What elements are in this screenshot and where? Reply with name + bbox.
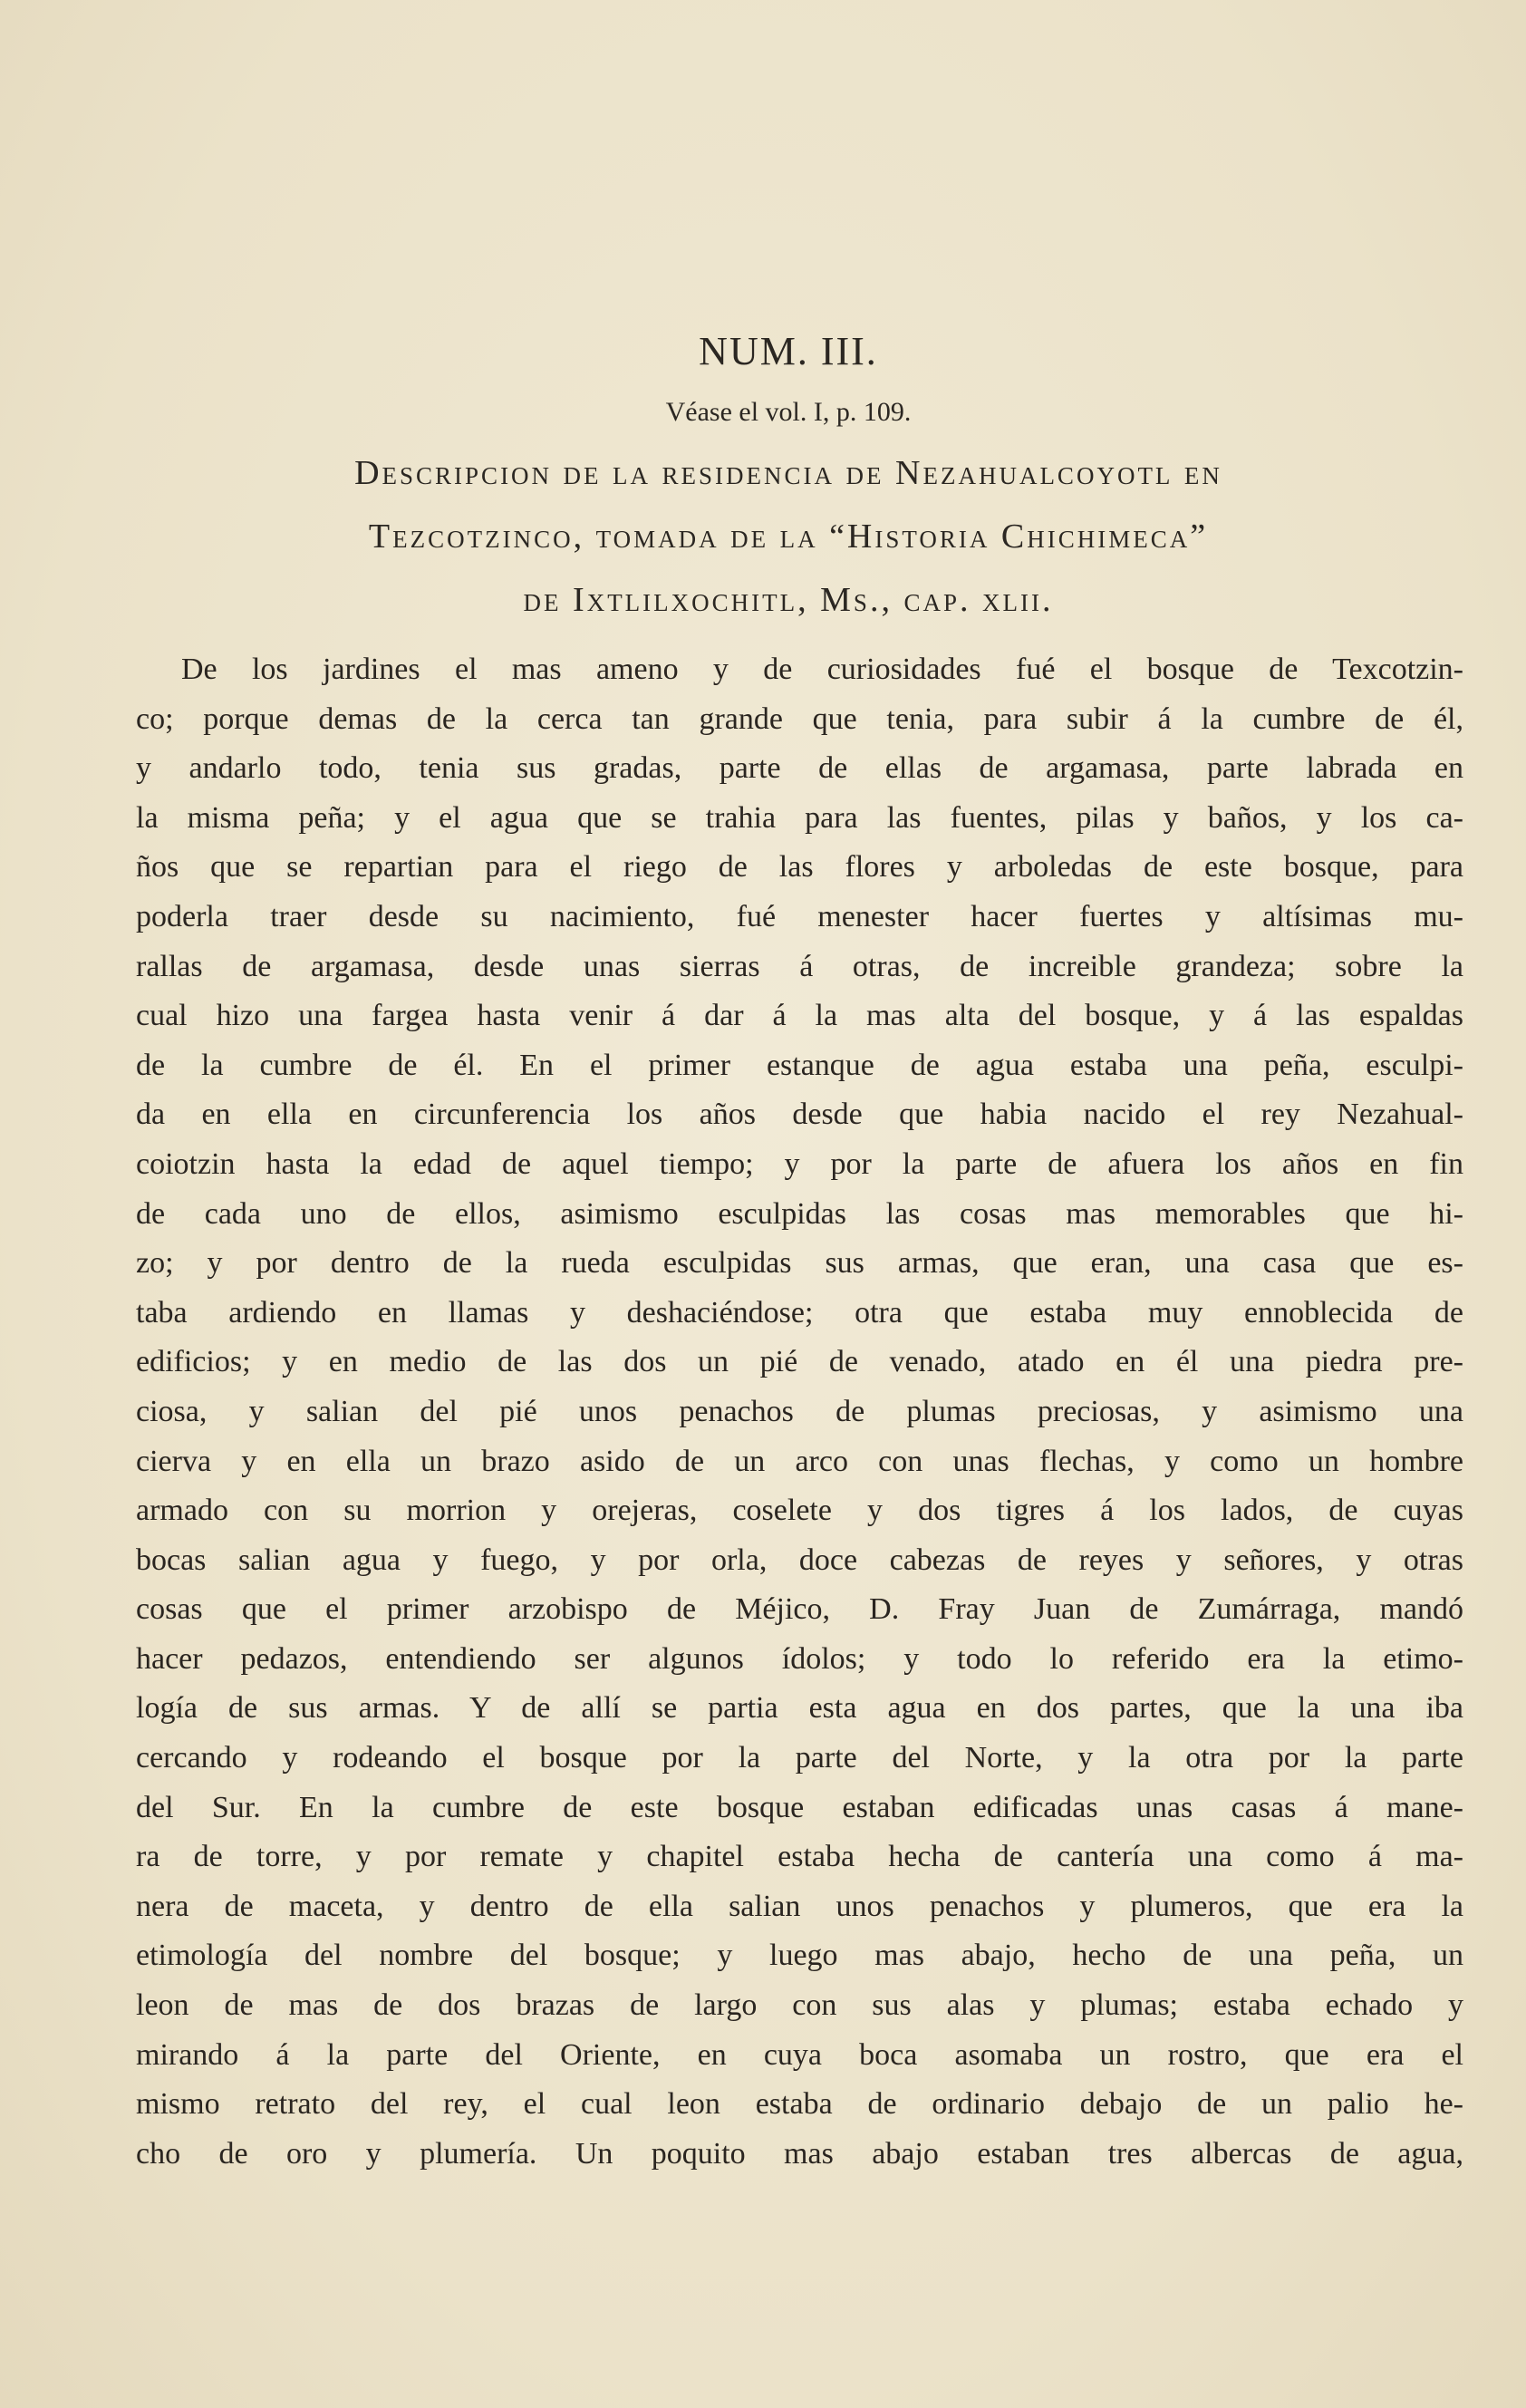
text-line: mismo retrato del rey, el cual leon estaba de ordinario debajo de un palio he- [136,2087,1463,2122]
text-line: da en ella en circunferencia los años desde que habia nacido el rey Nezahual- [136,1098,1463,1132]
text-line: taba ardiendo en llamas y deshaciéndose; otra que estaba muy ennoblecida de [136,1295,1463,1330]
text-line: bocas salian agua y fuego, y por orla, doce cabezas de reyes y señores, y otras [136,1542,1463,1577]
text-line: leon de mas de dos brazas de largo con sus alas y plumas; estaba echado y [136,1988,1463,2023]
text-line: armado con su morrion y orejeras, coselete y dos tigres á los lados, de cuyas [136,1494,1463,1528]
text-line: ra de torre, y por remate y chapitel estaba hecha de cantería una como á ma- [136,1840,1463,1874]
text-line: cercando y rodeando el bosque por la parte del Norte, y la otra por la parte [136,1741,1463,1775]
text-line: nera de maceta, y dentro de ella salian unos penachos y plumeros, que era la [136,1889,1463,1923]
text-line: la misma peña; y el agua que se trahia para las fuentes, pilas y baños, y los ca- [136,800,1463,835]
text-line: rallas de argamasa, desde unas sierras á otras, de increible grandeza; sobre la [136,949,1463,983]
title-line: Descripcion de la residencia de Nezahualcoyotl en [354,454,1222,492]
text-line: cual hizo una fargea hasta venir á dar á la mas alta del bosque, y á las espaldas [136,999,1463,1033]
text-line: ciosa, y salian del pié unos penachos de plumas preciosas, y asimismo una [136,1394,1463,1428]
text-line: etimología del nombre del bosque; y luego mas abajo, hecho de una peña, un [136,1939,1463,1973]
body-text [136,645,1463,2179]
text-line: del Sur. En la cumbre de este bosque estaban edificadas unas casas á mane- [136,1790,1463,1824]
text-line: cierva y en ella un brazo asido de un arco con unas flechas, y como un hombre [136,1444,1463,1478]
text-line: mirando á la parte del Oriente, en cuya boca asomaba un rostro, que era el [136,2037,1463,2072]
text-line: logía de sus armas. Y de allí se partia esta agua en dos partes, que la una iba [136,1691,1463,1726]
volume-reference: Véase el vol. I, p. 109. [665,397,912,427]
text-line: de cada uno de ellos, asimismo esculpidas las cosas mas memorables que hi- [136,1196,1463,1231]
text-line: co; porque demas de la cerca tan grande que tenia, para subir á la cumbre de él, [136,701,1463,736]
text-line: edificios; y en medio de las dos un pié de venado, atado en él una piedra pre- [136,1345,1463,1379]
text-line: cosas que el primer arzobispo de Méjico, D. Fray Juan de Zumárraga, mandó [136,1592,1463,1627]
title-line: de Ixtlilxochitl, Ms., cap. xlii. [523,581,1054,619]
text-line: y andarlo todo, tenia sus gradas, parte de ellas de argamasa, parte labrada en [136,751,1463,786]
text-line: zo; y por dentro de la rueda esculpidas sus armas, que eran, una casa que es- [136,1246,1463,1281]
text-line: de la cumbre de él. En el primer estanque de agua estaba una peña, esculpi- [136,1048,1463,1082]
text-line: hacer pedazos, entendiendo ser algunos ídolos; y todo lo referido era la etimo- [136,1641,1463,1676]
title-line: Tezcotzinco, tomada de la “Historia Chichimeca” [368,517,1209,556]
text-line: De los jardines el mas ameno y de curiosidades fué el bosque de Texcotzin- [181,653,1463,686]
text-line: cho de oro y plumería. Un poquito mas abajo estaban tres albercas de agua, [136,2136,1463,2171]
text-line: coiotzin hasta la edad de aquel tiempo; y por la parte de afuera los años en fin [136,1146,1463,1181]
text-line: poderla traer desde su nacimiento, fué menester hacer fuertes y altísimas mu- [136,899,1463,933]
section-number: NUM. III. [699,329,878,373]
text-line: ños que se repartian para el riego de las flores y arboledas de este bosque, para [136,850,1463,885]
